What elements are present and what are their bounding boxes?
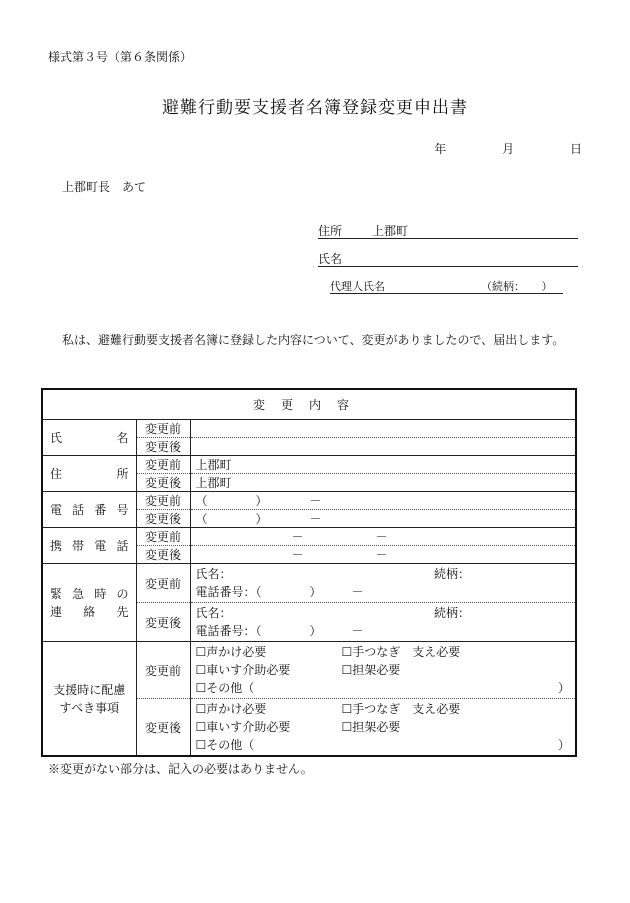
- before-label: 変更前: [136, 642, 190, 699]
- address-after-cell[interactable]: 上郡町: [190, 474, 576, 492]
- before-label: 変更前: [136, 528, 190, 546]
- support-label-line1: 支援時に配慮: [53, 682, 126, 697]
- mobile-row-label: 携帯電話: [42, 528, 136, 564]
- emergency-relation-label: 続柄：: [433, 567, 470, 581]
- emergency-label-line2: 連絡先: [50, 604, 129, 619]
- after-label: 変更後: [136, 474, 190, 492]
- phone-row-label: 電話番号: [42, 492, 136, 528]
- before-label: 変更前: [136, 492, 190, 510]
- after-label: 変更後: [136, 438, 190, 456]
- support-before-cell: [190, 642, 576, 699]
- emergency-before-cell[interactable]: [190, 564, 576, 603]
- after-label: 変更後: [136, 699, 190, 757]
- date-year: 年: [434, 142, 447, 156]
- address-before-cell[interactable]: 上郡町: [190, 456, 576, 474]
- after-label: 変更後: [136, 603, 190, 642]
- before-label: 変更前: [136, 564, 190, 603]
- other-close-paren: ）: [557, 681, 570, 695]
- emergency-name-label: 氏名：: [195, 606, 232, 620]
- emergency-after-cell[interactable]: [190, 603, 576, 642]
- emergency-row-label: [42, 564, 136, 642]
- before-label: 変更前: [136, 420, 190, 438]
- support-label-line2: すべき事項: [59, 700, 120, 715]
- document-title: 避難行動要支援者名簿登録変更申出書: [162, 98, 468, 118]
- emergency-relation-label: 続柄：: [433, 606, 470, 620]
- applicant-name-label: 氏名: [318, 252, 343, 266]
- emergency-name-label: 氏名：: [195, 567, 232, 581]
- date-line: [434, 140, 582, 157]
- before-label: 変更前: [136, 456, 190, 474]
- applicant-address-value: 上郡町: [372, 224, 409, 238]
- date-month: 月: [502, 142, 515, 156]
- name-after-cell[interactable]: [190, 438, 576, 456]
- agent-name-field[interactable]: [330, 278, 563, 294]
- form-number: 様式第３号（第６条関係）: [48, 50, 193, 64]
- addressee: 上郡町長 あて: [62, 180, 147, 194]
- emergency-phone-label: 電話番号：（ ） －: [195, 585, 364, 599]
- date-day: 日: [569, 142, 582, 156]
- mobile-before-cell[interactable]: － －: [190, 528, 576, 546]
- support-row-label: [42, 642, 136, 757]
- agent-relation: （続柄： ）: [481, 280, 553, 293]
- address-row-label: 住所: [42, 456, 136, 492]
- other-close-paren: ）: [557, 738, 570, 752]
- checkbox-stretcher[interactable]: ☐担架必要: [341, 663, 401, 677]
- after-label: 変更後: [136, 510, 190, 528]
- checkbox-voice[interactable]: ☐声かけ必要: [195, 645, 267, 659]
- support-after-cell: [190, 699, 576, 757]
- phone-after-cell[interactable]: （ ） －: [190, 510, 576, 528]
- checkbox-voice[interactable]: ☐声かけ必要: [195, 702, 267, 716]
- name-row-label: 氏名: [42, 420, 136, 456]
- after-label: 変更後: [136, 546, 190, 564]
- intro-text: 私は、避難行動要支援者名簿に登録した内容について、変更がありましたので、届出します。: [62, 333, 565, 347]
- checkbox-wheelchair[interactable]: ☐車いす介助必要: [195, 663, 291, 677]
- checkbox-other[interactable]: ☐その他（: [195, 738, 255, 752]
- checkbox-hand-support[interactable]: ☐手つなぎ 支え必要: [341, 702, 461, 716]
- checkbox-stretcher[interactable]: ☐担架必要: [341, 720, 401, 734]
- mobile-after-cell[interactable]: － －: [190, 546, 576, 564]
- checkbox-other[interactable]: ☐その他（: [195, 681, 255, 695]
- footnote: ※変更がない部分は、記入の必要はありません。: [48, 762, 313, 776]
- applicant-address-label: 住所: [318, 224, 343, 238]
- agent-name-label: 代理人氏名: [330, 280, 385, 293]
- emergency-phone-label: 電話番号：（ ） －: [195, 624, 364, 638]
- name-before-cell[interactable]: [190, 420, 576, 438]
- change-table: [41, 388, 577, 757]
- checkbox-hand-support[interactable]: ☐手つなぎ 支え必要: [341, 645, 461, 659]
- applicant-name-field[interactable]: [318, 250, 578, 267]
- emergency-label-line1: 緊急時の: [50, 586, 129, 601]
- applicant-address-field[interactable]: [318, 222, 578, 239]
- phone-before-cell[interactable]: （ ） －: [190, 492, 576, 510]
- checkbox-wheelchair[interactable]: ☐車いす介助必要: [195, 720, 291, 734]
- table-header: 変更内容: [42, 389, 576, 420]
